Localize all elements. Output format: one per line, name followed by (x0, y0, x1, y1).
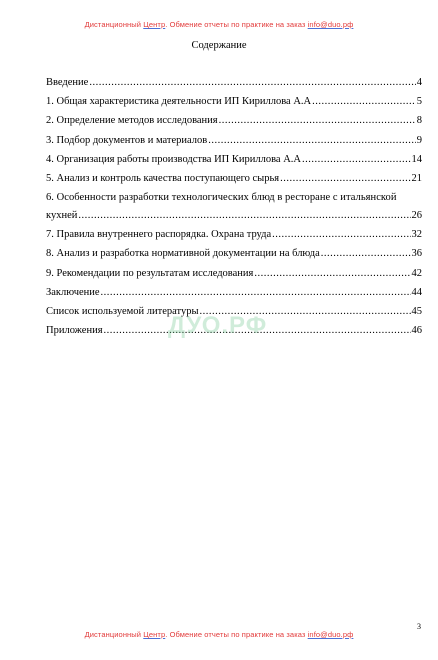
watermark-text-1: Дистанционный (84, 20, 144, 29)
toc-leader-dots (312, 95, 416, 109)
toc-entry-page: 44 (411, 286, 422, 298)
watermark-footer (0, 630, 438, 639)
toc-entry-label: Введение (46, 77, 89, 88)
toc-entry (46, 172, 422, 191)
toc-entry-page: 36 (411, 248, 422, 260)
toc-leader-dots (89, 76, 415, 90)
toc-entry-page: 5 (416, 96, 422, 108)
toc-entry-label: 3. Подбор документов и материалов (46, 134, 208, 146)
toc-entry (46, 247, 422, 266)
toc-entry-page: 32 (411, 229, 422, 241)
toc-entry-page: 26 (411, 210, 422, 222)
toc-entry-label: 2. Определение методов исследования (46, 115, 218, 127)
toc-entry-label: Приложения (46, 325, 103, 337)
toc-entry (46, 76, 422, 95)
page-number: 3 (417, 622, 421, 631)
watermark-header (0, 20, 438, 29)
toc-entry (46, 153, 422, 172)
toc-leader-dots (302, 153, 411, 167)
toc-entry-page: 46 (411, 325, 422, 337)
toc-entry-page: 45 (411, 305, 422, 317)
page-title: Содержание (191, 40, 247, 51)
watermark-text-2: Центр (143, 630, 166, 639)
toc-entry-label: 9. Рекомендации по результатам исследования (46, 267, 254, 279)
toc-entry-label: 7. Правила внутреннего распорядка. Охрана труда (46, 229, 272, 241)
toc-entry-page: 8 (416, 115, 422, 127)
toc-leader-dots (219, 114, 416, 128)
toc-leader-dots (78, 209, 410, 223)
watermark-email: info@duo.рф (307, 630, 354, 639)
toc-entry-second-line (46, 209, 422, 223)
watermark-text-1: Дистанционный (84, 630, 144, 639)
toc-leader-dots (321, 247, 411, 261)
watermark-text-3: . Обмение отчеты по практике на заказ (165, 20, 308, 29)
toc-entry-label: 8. Анализ и разработка нормативной документации на блюда (46, 248, 320, 260)
watermark-email: info@duo.рф (307, 20, 354, 29)
toc-entry-label: Список используемой литературы (46, 305, 199, 317)
toc-entry-label: Заключение (46, 286, 100, 298)
toc-entry-page: 42 (411, 267, 422, 279)
toc-entry (46, 286, 422, 305)
toc-entry (46, 191, 422, 223)
toc-entry (46, 228, 422, 247)
watermark-text-3: . Обмение отчеты по практике на заказ (165, 630, 308, 639)
toc-entry-label: 4. Организация работы производства ИП Кириллова А.А (46, 153, 301, 165)
table-of-contents (46, 76, 422, 343)
toc-entry (46, 267, 422, 286)
toc-entry (46, 95, 422, 114)
toc-leader-dots (254, 267, 410, 281)
toc-leader-dots (208, 134, 416, 148)
toc-entry (46, 134, 422, 153)
toc-entry-page: 4 (416, 77, 422, 88)
toc-entry-label: 1. Общая характеристика деятельности ИП Кириллова А.А (46, 96, 312, 108)
toc-entry (46, 114, 422, 133)
toc-entry-page: 14 (411, 153, 422, 165)
watermark-logo: ДУО.РФ (168, 312, 268, 339)
toc-entry-page: 21 (411, 172, 422, 184)
toc-leader-dots (272, 228, 410, 242)
watermark-text-2: Центр (143, 20, 166, 29)
toc-entry-page: 9 (416, 134, 422, 146)
toc-entry-label: 5. Анализ и контроль качества поступающего сырья (46, 172, 280, 184)
toc-entry-label-line2: кухней (46, 210, 78, 222)
toc-leader-dots (101, 286, 411, 300)
toc-leader-dots (280, 172, 410, 186)
toc-entry-label-line1: 6. Особенности разработки технологических блюд в ресторане с итальянской (46, 192, 397, 204)
